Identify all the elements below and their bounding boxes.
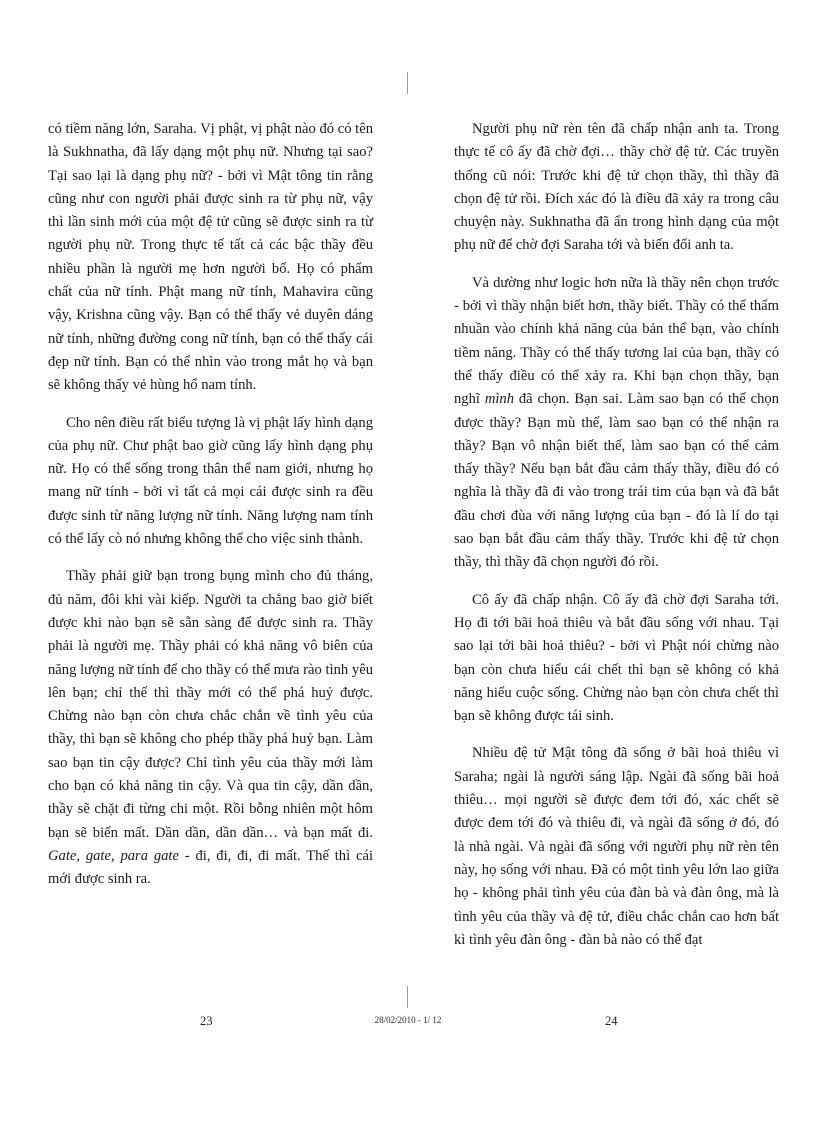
paragraph-text: - đi, đi, đi, đi mất. Thế thì cái mới được sinh ra. — [48, 847, 373, 888]
italic-phrase: Gate, gate, para gate — [48, 847, 179, 864]
paragraph-text: Người phụ nữ rèn tên đã chấp nhận anh ta. Trong thực tế cô ấy đã chờ đợi… thầy chờ đệ tử. Các truyền thống cũ nói: Trước khi đệ tử chọn thầy, thì thầy đã chọn đệ tử rồi. Đích xác đó là điều đã xảy ra trong câu chuyện này. Sukhnatha đã ẩn trong hình dạng của một phụ nữ để chờ đợi Saraha tới và biến đổi anh ta. — [454, 121, 779, 254]
right-paragraph-1 — [454, 118, 779, 258]
paragraph-text: Cho nên điều rất biểu tượng là vị phật lấy hình dạng của phụ nữ. Chư phật bao giờ cũng lấy hình dạng phụ nữ. Họ có thể sống trong thân thể nam giới, nhưng họ mang nữ tính - bởi vì tất cả mọi cái được sinh ra đều được sinh từ năng lượng nữ tính. Năng lượng nam tính có thể lấy cò nó nhưng không thể cho việc sinh thành. — [48, 414, 373, 548]
right-paragraph-4 — [454, 742, 779, 952]
paragraph-text: Và dường như logic hơn nữa là thầy nên chọn trước - bởi vì thầy nhận biết hơn, thầy biết. Thầy có thể thẩm nhuần vào chính khả năng của bản thể bạn, vào chính tiềm năng. Thầy có thể thấy tương lai của bạn, thầy có thể thấy điều có thể xảy ra. Khi bạn chọn thầy, bạn nghĩ — [454, 274, 779, 408]
paragraph-text: đã chọn. Bạn sai. Làm sao bạn có thể chọn được thầy? Bạn mù thế, làm sao bạn có thể nhận ra thầy? Bạn vô nhận biết thế, làm sao bạn có thể cảm thấy thầy? Nếu bạn bắt đầu cảm thấy thầy, điều đó có nghĩa là thầy đã đi vào trong trái tim của bạn và đã bắt đầu chơi đùa với năng lượng của bạn - đó là lí do tại sao bạn bắt đầu cảm thấy thầy. Trước khi đệ tử chọn thầy, thì thầy đã chọn người đó rồi. — [454, 391, 779, 571]
print-date: 28/02/2010 - 1/ 12 — [374, 1015, 442, 1025]
left-page-number: 23 — [200, 1014, 213, 1028]
paragraph-text: Cô ấy đã chấp nhận. Cô ấy đã chờ đợi Saraha tới. Họ đi tới bãi hoả thiêu và bắt đầu sống với nhau. Tại sao lại tới bãi hoả thiêu? - bởi vì Phật nói chừng nào bạn còn chưa hiểu cái chết thì bạn sẽ không có khả năng hiểu cuộc sống. Chừng nào bạn còn chưa chết thì bạn sẽ không được tái sinh. — [454, 591, 779, 725]
right-paragraph-2 — [454, 272, 779, 575]
paragraph-text: có tiềm năng lớn, Saraha. Vị phật, vị phật nào đó có tên là Sukhnatha, đã lấy dạng một phụ nữ. Nhưng tại sao? Tại sao lại là dạng phụ nữ? - bởi vì Mật tông tin rằng cũng như con người phải được sinh ra từ phụ nữ, vậy thì lần sinh mới của một đệ tử cũng sẽ được sinh ra từ người phụ nữ. Trong thực tế tất cả các bậc thầy đều nhiều phần là người mẹ hơn người bố. Họ có phẩm chất của nữ tính. Phật mang nữ tính, Mahavira cũng vậy, Krishna cũng vậy. Bạn có thể thấy vẻ duyên dáng nữ tính, những đường cong nữ tính, bạn có thể thấy cái đẹp nữ tính. Bạn có thể nhìn vào trong mắt họ và bạn sẽ không thấy vẻ hùng hổ nam tính. — [48, 121, 373, 394]
paragraph-text: Nhiều đệ tử Mật tông đã sống ở bãi hoả thiêu vì Saraha; ngài là người sáng lập. Ngài đã sống bãi hoả thiêu… mọi người sẽ được đem tới đó, xác chết sẽ được đem tới đó và thiêu đi, và ngài đã sống ở đó, đó là nhà ngài. Và ngài đã sống với người phụ nữ rèn tên này, họ sống với nhau. Đã có một tình yêu lớn lao giữa họ - không phải tình yêu của đàn bà và đàn ông, mà là tình yêu của thầy và đệ tử, điều chắc chắn cao hơn bất kì tình yêu đàn ông - đàn bà nào có thể đạt — [454, 745, 779, 948]
left-paragraph-2 — [48, 412, 373, 552]
left-paragraph-3 — [48, 565, 373, 891]
center-fold-line-bottom — [407, 986, 408, 1008]
center-fold-line-top — [407, 72, 408, 94]
left-page-column — [48, 118, 373, 906]
paragraph-text: Thầy phải giữ bạn trong bụng mình cho đủ tháng, đủ năm, đôi khi vài kiếp. Người ta chẳng bao giờ biết được khi nào bạn sẽ sẵn sàng để được sinh ra. Thầy phải là người mẹ. Thầy phải có khả năng vô biên của năng lượng nữ tính để cho thầy có thể mưa rào tình yêu lên bạn; chỉ thế thì thầy mới có thể phá huỷ được. Chừng nào bạn còn chưa chắc chắn về tình yêu của thầy, thì bạn sẽ không cho phép thầy phá huỷ bạn. Làm sao bạn tin cậy được? Chỉ tình yêu của thầy mới làm cho bạn có khả năng tin cậy. Và qua tin cậy, dần dần, thầy sẽ chặt đi từng chi một. Rồi bỗng nhiên một hôm bạn sẽ biến mất. Dần dần, dần dần… và bạn mất đi. — [48, 568, 373, 841]
right-paragraph-3 — [454, 589, 779, 729]
italic-word: mình — [484, 391, 514, 408]
right-page-number: 24 — [605, 1014, 618, 1028]
right-page-column — [454, 118, 779, 966]
left-paragraph-1 — [48, 118, 373, 398]
